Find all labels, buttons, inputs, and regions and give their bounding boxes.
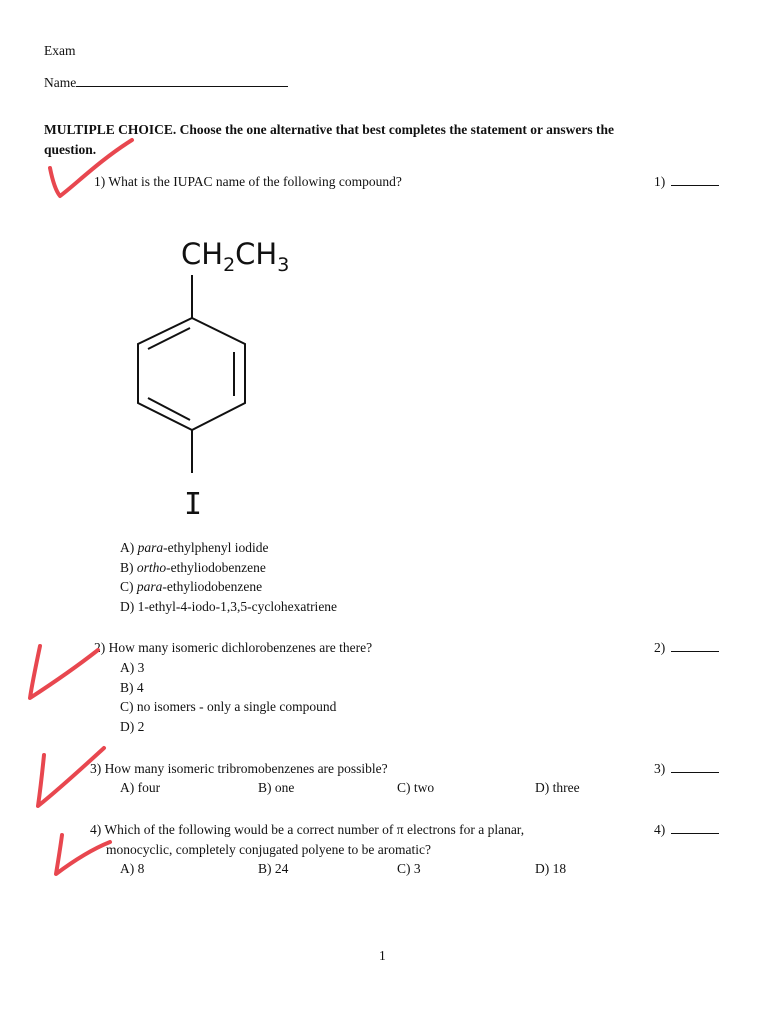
choice-d[interactable]: D) 18 <box>535 861 567 876</box>
check-mark-icon <box>38 748 104 806</box>
answer-number: 2) <box>654 640 666 655</box>
choice-b[interactable]: B) 24 <box>258 861 289 876</box>
choice-a[interactable]: A) para-ethylphenyl iodide <box>120 540 269 555</box>
choice-b[interactable]: B) one <box>258 780 295 795</box>
choice-d[interactable]: D) 2 <box>120 718 145 734</box>
page-number: 1 <box>379 948 386 963</box>
question-number: 2) <box>94 640 106 655</box>
section-title: MULTIPLE CHOICE. Choose the one alternative that best completes the statement or answers the <box>44 122 614 137</box>
iodine-label: I <box>184 487 203 522</box>
choice-d[interactable]: D) 1-ethyl-4-iodo-1,3,5-cyclohexatriene <box>120 598 338 614</box>
question-text: Which of the following would be a correct number of π electrons for a planar, <box>104 822 525 837</box>
section-title-continued: question. <box>44 142 97 157</box>
answer-number: 1) <box>654 174 666 189</box>
choice-c[interactable]: C) 3 <box>397 861 421 876</box>
question-text-continued: monocyclic, completely conjugated polyene to be aromatic? <box>106 842 432 857</box>
question-number: 1) <box>94 174 106 189</box>
answer-number: 4) <box>654 822 666 837</box>
answer-number: 3) <box>654 761 666 776</box>
choice-a[interactable]: A) 3 <box>120 660 145 675</box>
question-text: What is the IUPAC name of the following compound? <box>108 174 402 189</box>
choice-c[interactable]: C) para-ethyliodobenzene <box>120 579 263 594</box>
exam-label: Exam <box>44 43 76 58</box>
choice-c[interactable]: C) no isomers - only a single compound <box>120 699 337 714</box>
check-mark-icon <box>30 646 98 698</box>
choice-d[interactable]: D) three <box>535 780 580 795</box>
question-number: 3) <box>90 761 102 776</box>
check-mark-icon <box>50 140 132 196</box>
choice-c[interactable]: C) two <box>397 780 435 795</box>
question-number: 4) <box>90 822 102 837</box>
choice-b[interactable]: B) 4 <box>120 679 144 695</box>
question-text: How many isomeric dichlorobenzenes are there? <box>108 640 373 655</box>
choice-a[interactable]: A) four <box>120 780 161 795</box>
ethyl-group-label: $CH_2CH_3$ <box>181 237 290 276</box>
name-label: Name <box>44 75 77 90</box>
choice-b[interactable]: B) ortho-ethyliodobenzene <box>120 559 266 575</box>
choice-a[interactable]: A) 8 <box>120 861 145 876</box>
check-mark-icon <box>56 835 110 874</box>
question-text: How many isomeric tribromobenzenes are possible? <box>104 761 388 776</box>
